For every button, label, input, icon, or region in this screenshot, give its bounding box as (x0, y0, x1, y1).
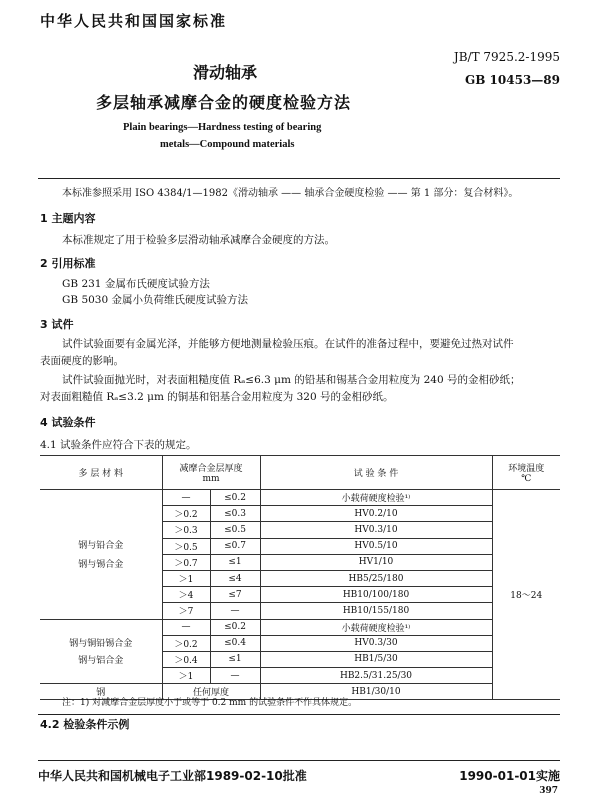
cell-gt: ＞4 (162, 587, 210, 603)
national-standard-header: 中华人民共和国国家标准 (40, 12, 228, 30)
cell-le: ≤0.2 (210, 490, 260, 506)
cell-le: ≤0.7 (210, 538, 260, 554)
cell-le: ≤1 (210, 554, 260, 570)
standard-number-gb: GB 10453—89 (464, 73, 560, 87)
section-3-title: 3 试件 (40, 318, 74, 331)
cell-condition: 小载荷硬度检验¹⁾ (260, 490, 492, 506)
title-cn-line2: 多层轴承减摩合金的硬度检验方法 (96, 93, 352, 112)
section-3-para2-line1: 试件试验面抛光时，对表面粗糙度值 Rₐ≤6.3 μm 的铅基和锡基合金用粒度为 240 号的金相砂纸； (62, 374, 521, 386)
cell-le: ≤0.4 (210, 635, 260, 651)
title-rule (38, 178, 560, 179)
cell-condition: HB5/25/180 (260, 570, 492, 586)
section-3-para2-line2: 对表面粗糙值 Rₐ≤3.2 μm 的铜基和铝基合金用粒度为 320 号的金相砂纸。 (40, 391, 394, 403)
group3-material: 钢 (40, 684, 162, 700)
cell-gt: ＞1 (162, 668, 210, 684)
cell-le: ≤1 (210, 651, 260, 667)
cell-condition: HB10/155/180 (260, 603, 492, 619)
reference-gb231: GB 231 金属布氏硬度试验方法 (62, 278, 210, 290)
header-conditions: 试 验 条 件 (260, 456, 492, 490)
cell-condition: HV0.2/10 (260, 506, 492, 522)
standard-number-jbt: JB/T 7925.2-1995 (453, 50, 560, 64)
cell-gt: ＞7 (162, 603, 210, 619)
title-en-line1: Plain bearings—Hardness testing of bearing (123, 122, 322, 133)
cell-le: ≤4 (210, 570, 260, 586)
cell-condition: HB10/100/180 (260, 587, 492, 603)
cell-le: — (210, 668, 260, 684)
cell-condition: 小载荷硬度检验¹⁾ (260, 619, 492, 635)
title-en-line2: metals—Compound materials (160, 139, 295, 150)
cell-gt: — (162, 490, 210, 506)
cell-gt: ＞0.2 (162, 506, 210, 522)
cell-condition: HV0.5/10 (260, 538, 492, 554)
group1-material: 钢与铅合金 钢与锡合金 (40, 490, 162, 620)
group3-thickness: 任何厚度 (162, 684, 260, 700)
cell-le: ≤0.5 (210, 522, 260, 538)
section-1-title: 1 主题内容 (40, 212, 96, 225)
table-row (40, 619, 560, 635)
cell-gt: ＞0.7 (162, 554, 210, 570)
cell-condition: HV1/10 (260, 554, 492, 570)
cell-le: ≤0.2 (210, 619, 260, 635)
cell-le: — (210, 603, 260, 619)
cell-condition: HB2.5/31.25/30 (260, 668, 492, 684)
section-4-1-text: 4.1 试验条件应符合下表的规定。 (40, 439, 197, 451)
cell-gt: — (162, 619, 210, 635)
cell-gt: ＞1 (162, 570, 210, 586)
section-2-title: 2 引用标准 (40, 257, 96, 270)
section-4-title: 4 试验条件 (40, 416, 96, 429)
cell-gt: ＞0.3 (162, 522, 210, 538)
cell-condition: HV0.3/30 (260, 635, 492, 651)
cell-gt: ＞0.2 (162, 635, 210, 651)
header-thickness: 减摩合金层厚度 mm (162, 456, 260, 490)
intro-text: 本标准参照采用 ISO 4384/1—1982《滑动轴承 —— 轴承合金硬度检验 —— 第 1 部分：复合材料》。 (62, 188, 519, 199)
effective-date: 1990-01-01实施 (459, 769, 560, 783)
section-3-para1-line2: 表面硬度的影响。 (40, 355, 124, 367)
table-note: 注：1) 对减摩合金层厚度小于或等于 0.2 mm 的试验条件不作具体规定。 (62, 698, 358, 708)
test-conditions-table (40, 455, 560, 700)
cell-gt: ＞0.4 (162, 651, 210, 667)
section-1-text: 本标准规定了用于检验多层滑动轴承减摩合金硬度的方法。 (62, 234, 335, 246)
table-row (40, 490, 560, 506)
cell-condition: HB1/5/30 (260, 651, 492, 667)
group3-condition: HB1/30/10 (260, 684, 492, 700)
reference-gb5030: GB 5030 金属小负荷维氏硬度试验方法 (62, 294, 249, 306)
note-rule (38, 714, 560, 715)
cell-condition: HV0.3/10 (260, 522, 492, 538)
cell-le: ≤7 (210, 587, 260, 603)
header-material: 多 层 材 料 (40, 456, 162, 490)
table-header-row (40, 456, 560, 490)
temp-value: 18～24 (492, 490, 560, 700)
group2-material: 钢与铜铅锡合金 钢与铝合金 (40, 619, 162, 684)
issuer-approval: 中华人民共和国机械电子工业部1989-02-10批准 (38, 769, 307, 783)
header-temp: 环境温度 ℃ (492, 456, 560, 490)
footer-rule (38, 760, 560, 761)
cell-le: ≤0.3 (210, 506, 260, 522)
section-3-para1-line1: 试件试验面要有金属光泽，并能够方便地测量检验压痕。在试件的准备过程中，要避免过热对试件 (62, 338, 514, 350)
cell-gt: ＞0.5 (162, 538, 210, 554)
page-number: 397 (539, 786, 558, 796)
title-cn-line1: 滑动轴承 (193, 63, 258, 82)
section-4-2-title: 4.2 检验条件示例 (40, 718, 130, 731)
